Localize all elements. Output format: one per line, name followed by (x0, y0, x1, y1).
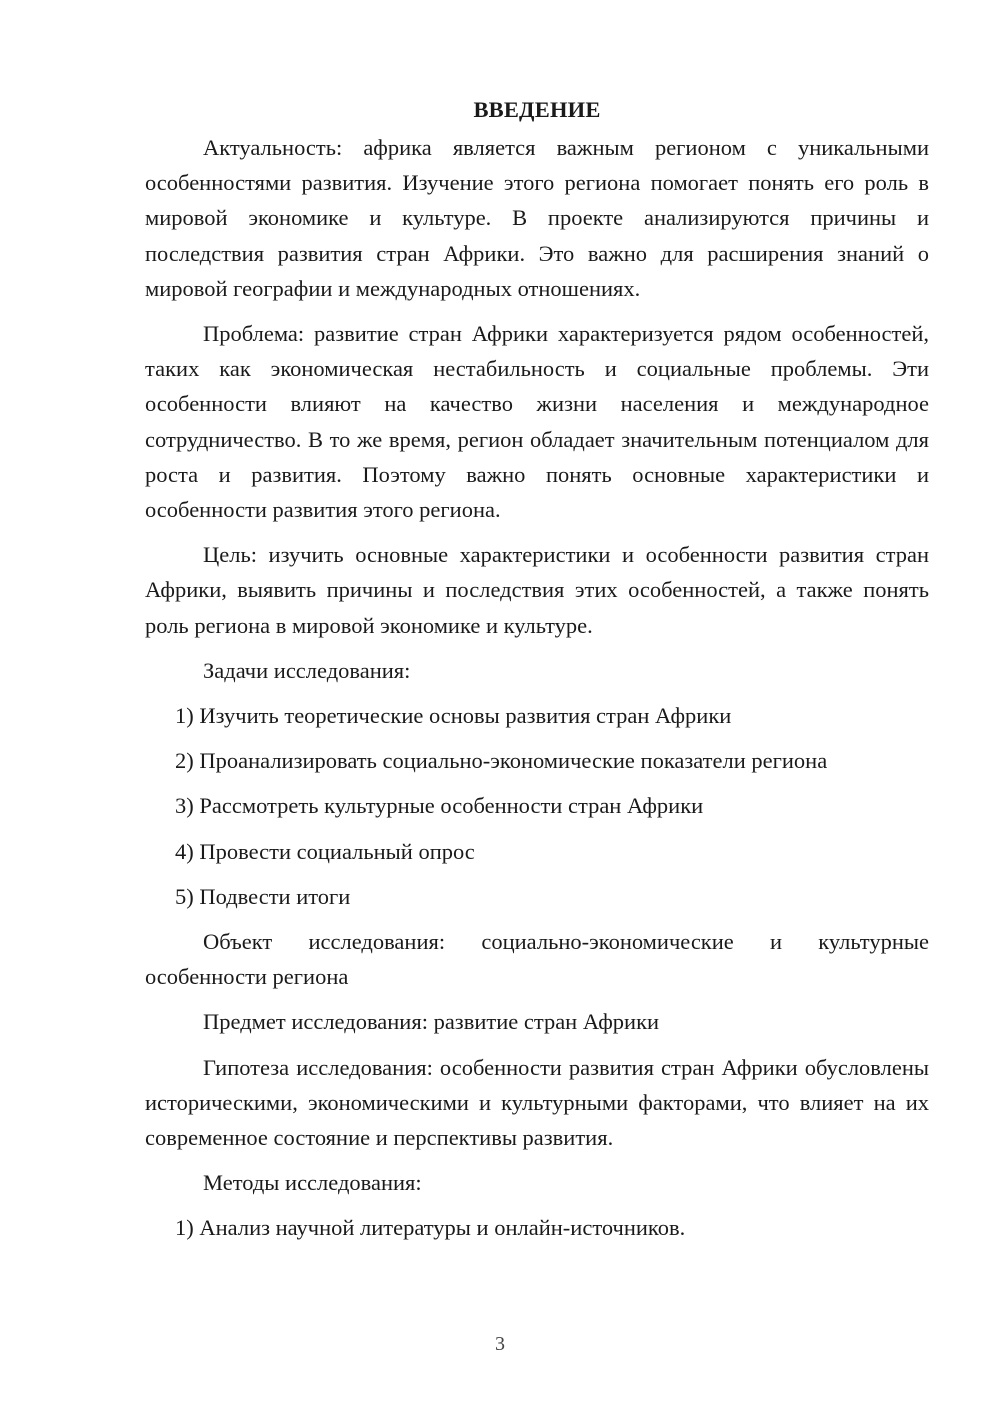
paragraph-hypothesis: Гипотеза исследования: особенности развития стран Африки обусловлены историческими, экономическими и культурными факторами, что влияет на их современное состояние и перспективы развития. (145, 1054, 929, 1151)
task-item-2: 2) Проанализировать социально-экономические показатели региона (175, 748, 828, 774)
tasks-list (145, 698, 929, 914)
tasks-heading: Задачи исследования: (203, 657, 411, 683)
task-item-5: 5) Подвести итоги (175, 883, 351, 909)
methods-list (145, 1210, 929, 1245)
paragraph-object: Объект исследования: социально-экономические и культурные особенности региона (145, 929, 929, 990)
task-item-3: 3) Рассмотреть культурные особенности стран Африки (175, 793, 704, 819)
methods-heading: Методы исследования: (203, 1170, 422, 1196)
paragraph-problem: Проблема: развитие стран Африки характеризуется рядом особенностей, таких как экономическая нестабильность и социальные проблемы. Эти особенности влияют на качество жизни населения и международное сотрудничество. В то же время, регион обладает значительным потенциалом для роста и развития. Поэтому важно понять основные характеристики и особенности развития этого региона. (145, 321, 929, 523)
page-content (145, 92, 929, 1256)
paragraph-subject: Предмет исследования: развитие стран Африки (203, 1009, 660, 1035)
paragraph-goal: Цель: изучить основные характеристики и особенности развития стран Африки, выявить причины и последствия этих особенностей, а также понять роль региона в мировой экономике и культуре. (145, 542, 929, 638)
paragraph-relevance: Актуальность: африка является важным регионом с уникальными особенностями развития. Изучение этого региона помогает понять его роль в мировой экономике и культуре. В проекте анализируются причины и последствия развития стран Африки. Это важно для расширения знаний о мировой географии и международных отношениях. (145, 135, 929, 301)
task-item-4: 4) Провести социальный опрос (175, 838, 475, 864)
task-item-1: 1) Изучить теоретические основы развития стран Африки (175, 703, 732, 729)
page-number: 3 (495, 1333, 505, 1355)
section-title: ВВЕДЕНИЕ (473, 97, 601, 122)
method-item-1: 1) Анализ научной литературы и онлайн-источников. (175, 1215, 686, 1241)
